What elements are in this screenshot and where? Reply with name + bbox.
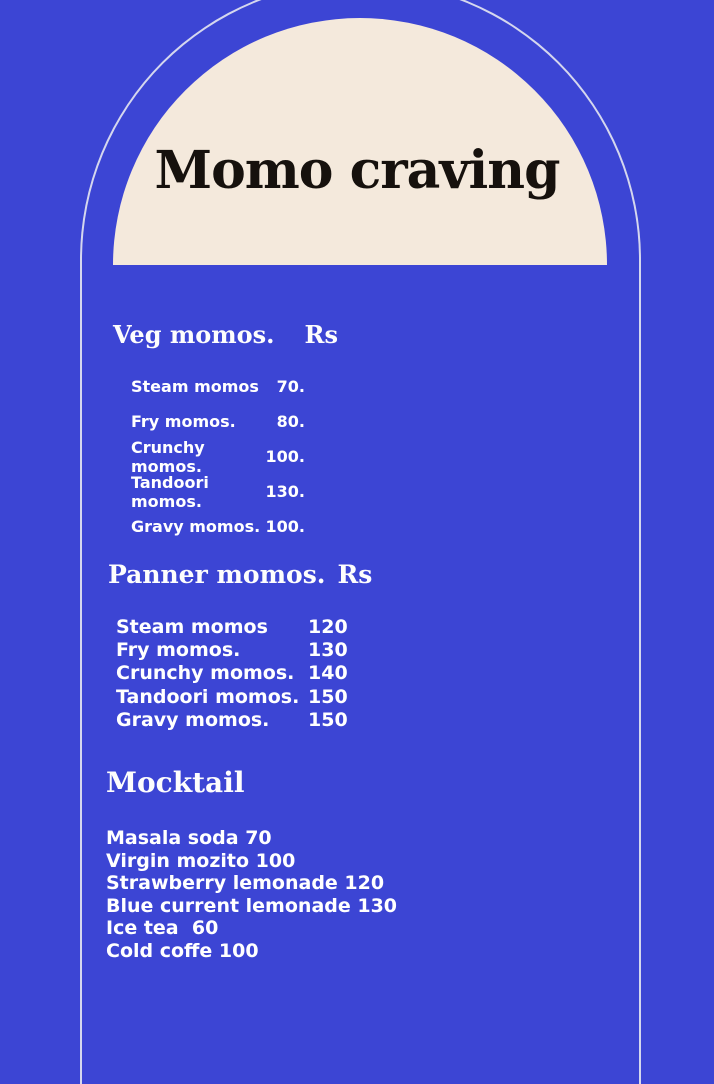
item-price: 150 [308,685,348,708]
item-name: Steam momos [116,615,268,638]
item-price: 150 [308,709,348,732]
menu-item-row [113,509,413,544]
veg-item-list [113,369,413,544]
item-price: 80. [276,412,305,431]
item-price: 130 [308,639,348,662]
menu-item: Strawberry lemonade 120 [106,872,385,894]
item-name: Fry momos. [131,412,236,431]
menu-item-row [113,404,413,439]
menu-item-row [108,685,428,708]
menu-item-row [113,369,413,404]
item-price: 120 [308,615,348,638]
item-name: Steam momos [131,377,259,396]
section-mocktail [106,766,526,962]
panner-item-list [108,615,428,732]
menu-item: Blue current lemonade 130 [106,894,398,917]
menu-item-row [108,638,428,661]
item-name: Gravy momos. [131,517,261,536]
item-name: Crunchy momos. [116,662,295,685]
item-price: 130. [265,482,305,501]
item-name: Fry momos. [116,639,241,662]
menu-item-row [113,474,413,509]
menu-item: Cold coffe 100 [106,939,259,962]
veg-section-header [113,320,413,349]
item-name: Crunchy momos. [131,437,205,476]
panner-section-heading: Panner momos. [108,560,326,589]
panner-section-header [108,560,428,589]
menu-item-row [108,615,428,638]
menu-item: Ice tea 60 [106,917,219,939]
menu-title: Momo craving [154,140,560,201]
item-name: Tandoori momos. [116,685,300,708]
mocktail-section-header [106,766,526,799]
item-name: Gravy momos. [116,709,270,732]
section-veg-momos [113,320,413,544]
veg-section-heading: Veg momos. [113,320,275,349]
menu-item-row [113,439,413,474]
mocktail-item-list [106,827,526,962]
menu-item-row [108,662,428,685]
mocktail-section-heading: Mocktail [106,766,245,799]
item-name: Tandoori momos. [131,472,209,511]
item-price: 100. [265,517,305,536]
item-price: 140 [308,662,348,685]
menu-item: Masala soda 70 [106,827,272,849]
section-panner-momos [108,560,428,732]
item-price: 100. [265,447,305,466]
panner-price-column-label: Rs [337,560,373,589]
menu-item-row [108,709,428,732]
menu-item: Virgin mozito 100 [106,849,296,872]
veg-price-column-label: Rs [304,320,338,349]
item-price: 70. [276,377,305,396]
